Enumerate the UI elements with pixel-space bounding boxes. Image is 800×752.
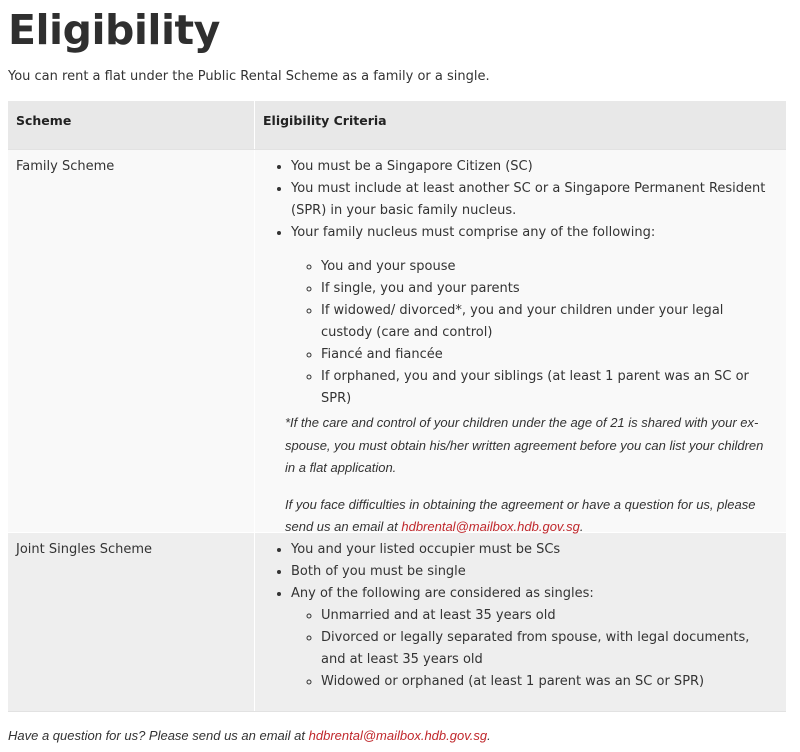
list-item: ◦ If widowed/ divorced*, you and your children under your legal custody (care and control) [321, 300, 776, 344]
list-item: • Both of you must be single [291, 561, 776, 583]
singles-list [263, 605, 776, 693]
list-item: • You and your listed occupier must be SCs [291, 539, 776, 561]
list-item: • You must be a Singapore Citizen (SC) [291, 156, 776, 178]
family-scheme-criteria [254, 150, 786, 532]
joint-criteria-list [263, 539, 776, 605]
intro-text: You can rent a flat under the Public Rental Scheme as a family or a single. [8, 69, 490, 84]
table-row-joint-singles-scheme [8, 533, 786, 712]
family-criteria-list [263, 156, 776, 244]
table-row-family-scheme [8, 150, 786, 533]
footer-question: Have a question for us? Please send us an email at hdbrental@mailbox.hdb.gov.sg. [8, 728, 491, 743]
joint-scheme-criteria [254, 533, 786, 711]
email-link[interactable]: hdbrental@mailbox.hdb.gov.sg [401, 519, 580, 534]
list-item: ◦ If orphaned, you and your siblings (at least 1 parent was an SC or SPR) [321, 366, 776, 410]
family-scheme-name: Family Scheme [16, 159, 115, 174]
custody-footnote: *If the care and control of your children under the age of 21 is shared with your ex-spouse, you must obtain his/her written agreement before you can list your children in a flat application. [285, 415, 764, 475]
eligibility-table [8, 101, 786, 712]
difficulty-note: If you face difficulties in obtaining the agreement or have a question for us, please send us an email at hdbrental@mailbox.hdb.gov.sg. [285, 496, 756, 534]
family-nucleus-list [263, 256, 776, 410]
list-item: ◦ If single, you and your parents [321, 278, 776, 300]
header-scheme: Scheme [16, 113, 72, 128]
list-item: ◦ Fiancé and fiancée [321, 344, 776, 366]
list-item: ◦ You and your spouse [321, 256, 776, 278]
list-item: • Any of the following are considered as singles: [291, 583, 776, 605]
table-header-row [8, 101, 786, 150]
page-title: Eligibility [8, 6, 220, 54]
list-item: ◦ Divorced or legally separated from spouse, with legal documents, and at least 35 years old [321, 627, 776, 671]
list-item: ◦ Widowed or orphaned (at least 1 parent was an SC or SPR) [321, 671, 776, 693]
list-item: • Your family nucleus must comprise any of the following: [291, 222, 776, 244]
footer-email-link[interactable]: hdbrental@mailbox.hdb.gov.sg [308, 728, 488, 743]
list-item: • You must include at least another SC or a Singapore Permanent Resident (SPR) in your basic family nucleus. [291, 178, 776, 222]
header-criteria: Eligibility Criteria [254, 101, 786, 149]
joint-scheme-name: Joint Singles Scheme [16, 542, 153, 557]
list-item: ◦ Unmarried and at least 35 years old [321, 605, 776, 627]
